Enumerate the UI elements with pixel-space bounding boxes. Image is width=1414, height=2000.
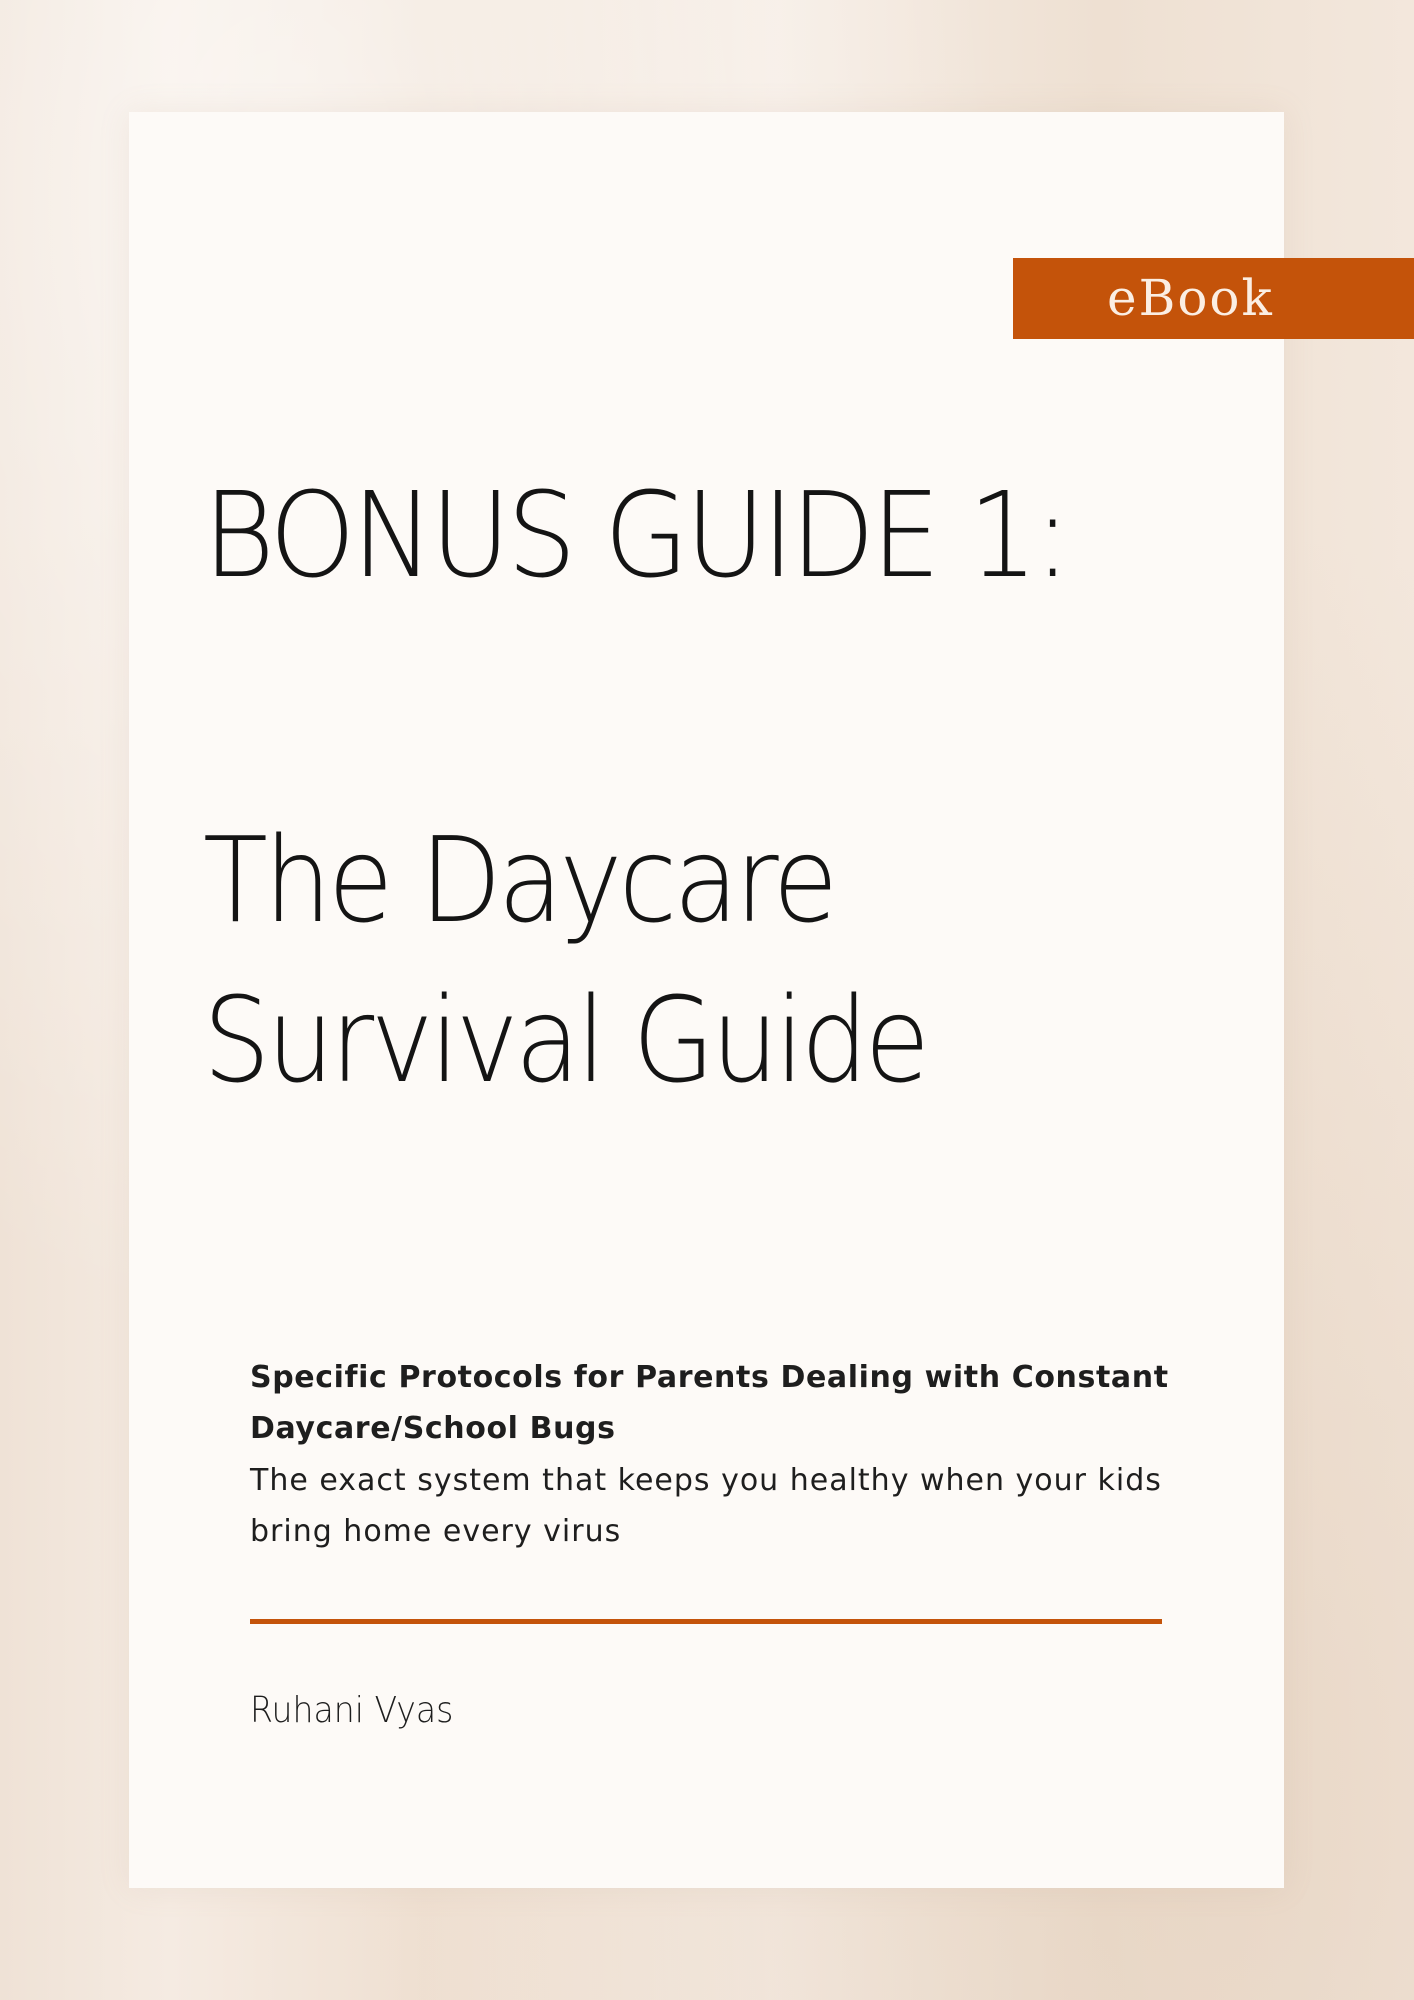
subtitle-description: The exact system that keeps you healthy when your kids bring home every virus [250, 1463, 1162, 1549]
book-title-line-2: Survival Guide [203, 971, 927, 1109]
subtitle-bold: Specific Protocols for Parents Dealing with Constant Daycare/School Bugs [250, 1360, 1169, 1446]
subtitle-block [250, 1352, 1230, 1557]
accent-divider [250, 1619, 1162, 1624]
book-title-line-1: The Daycare [203, 811, 835, 949]
bonus-guide-heading: BONUS GUIDE 1: [203, 466, 1068, 604]
author-name: Ruhani Vyas [250, 1690, 454, 1731]
book-title [203, 800, 926, 1120]
ebook-badge: eBook [1013, 258, 1414, 339]
